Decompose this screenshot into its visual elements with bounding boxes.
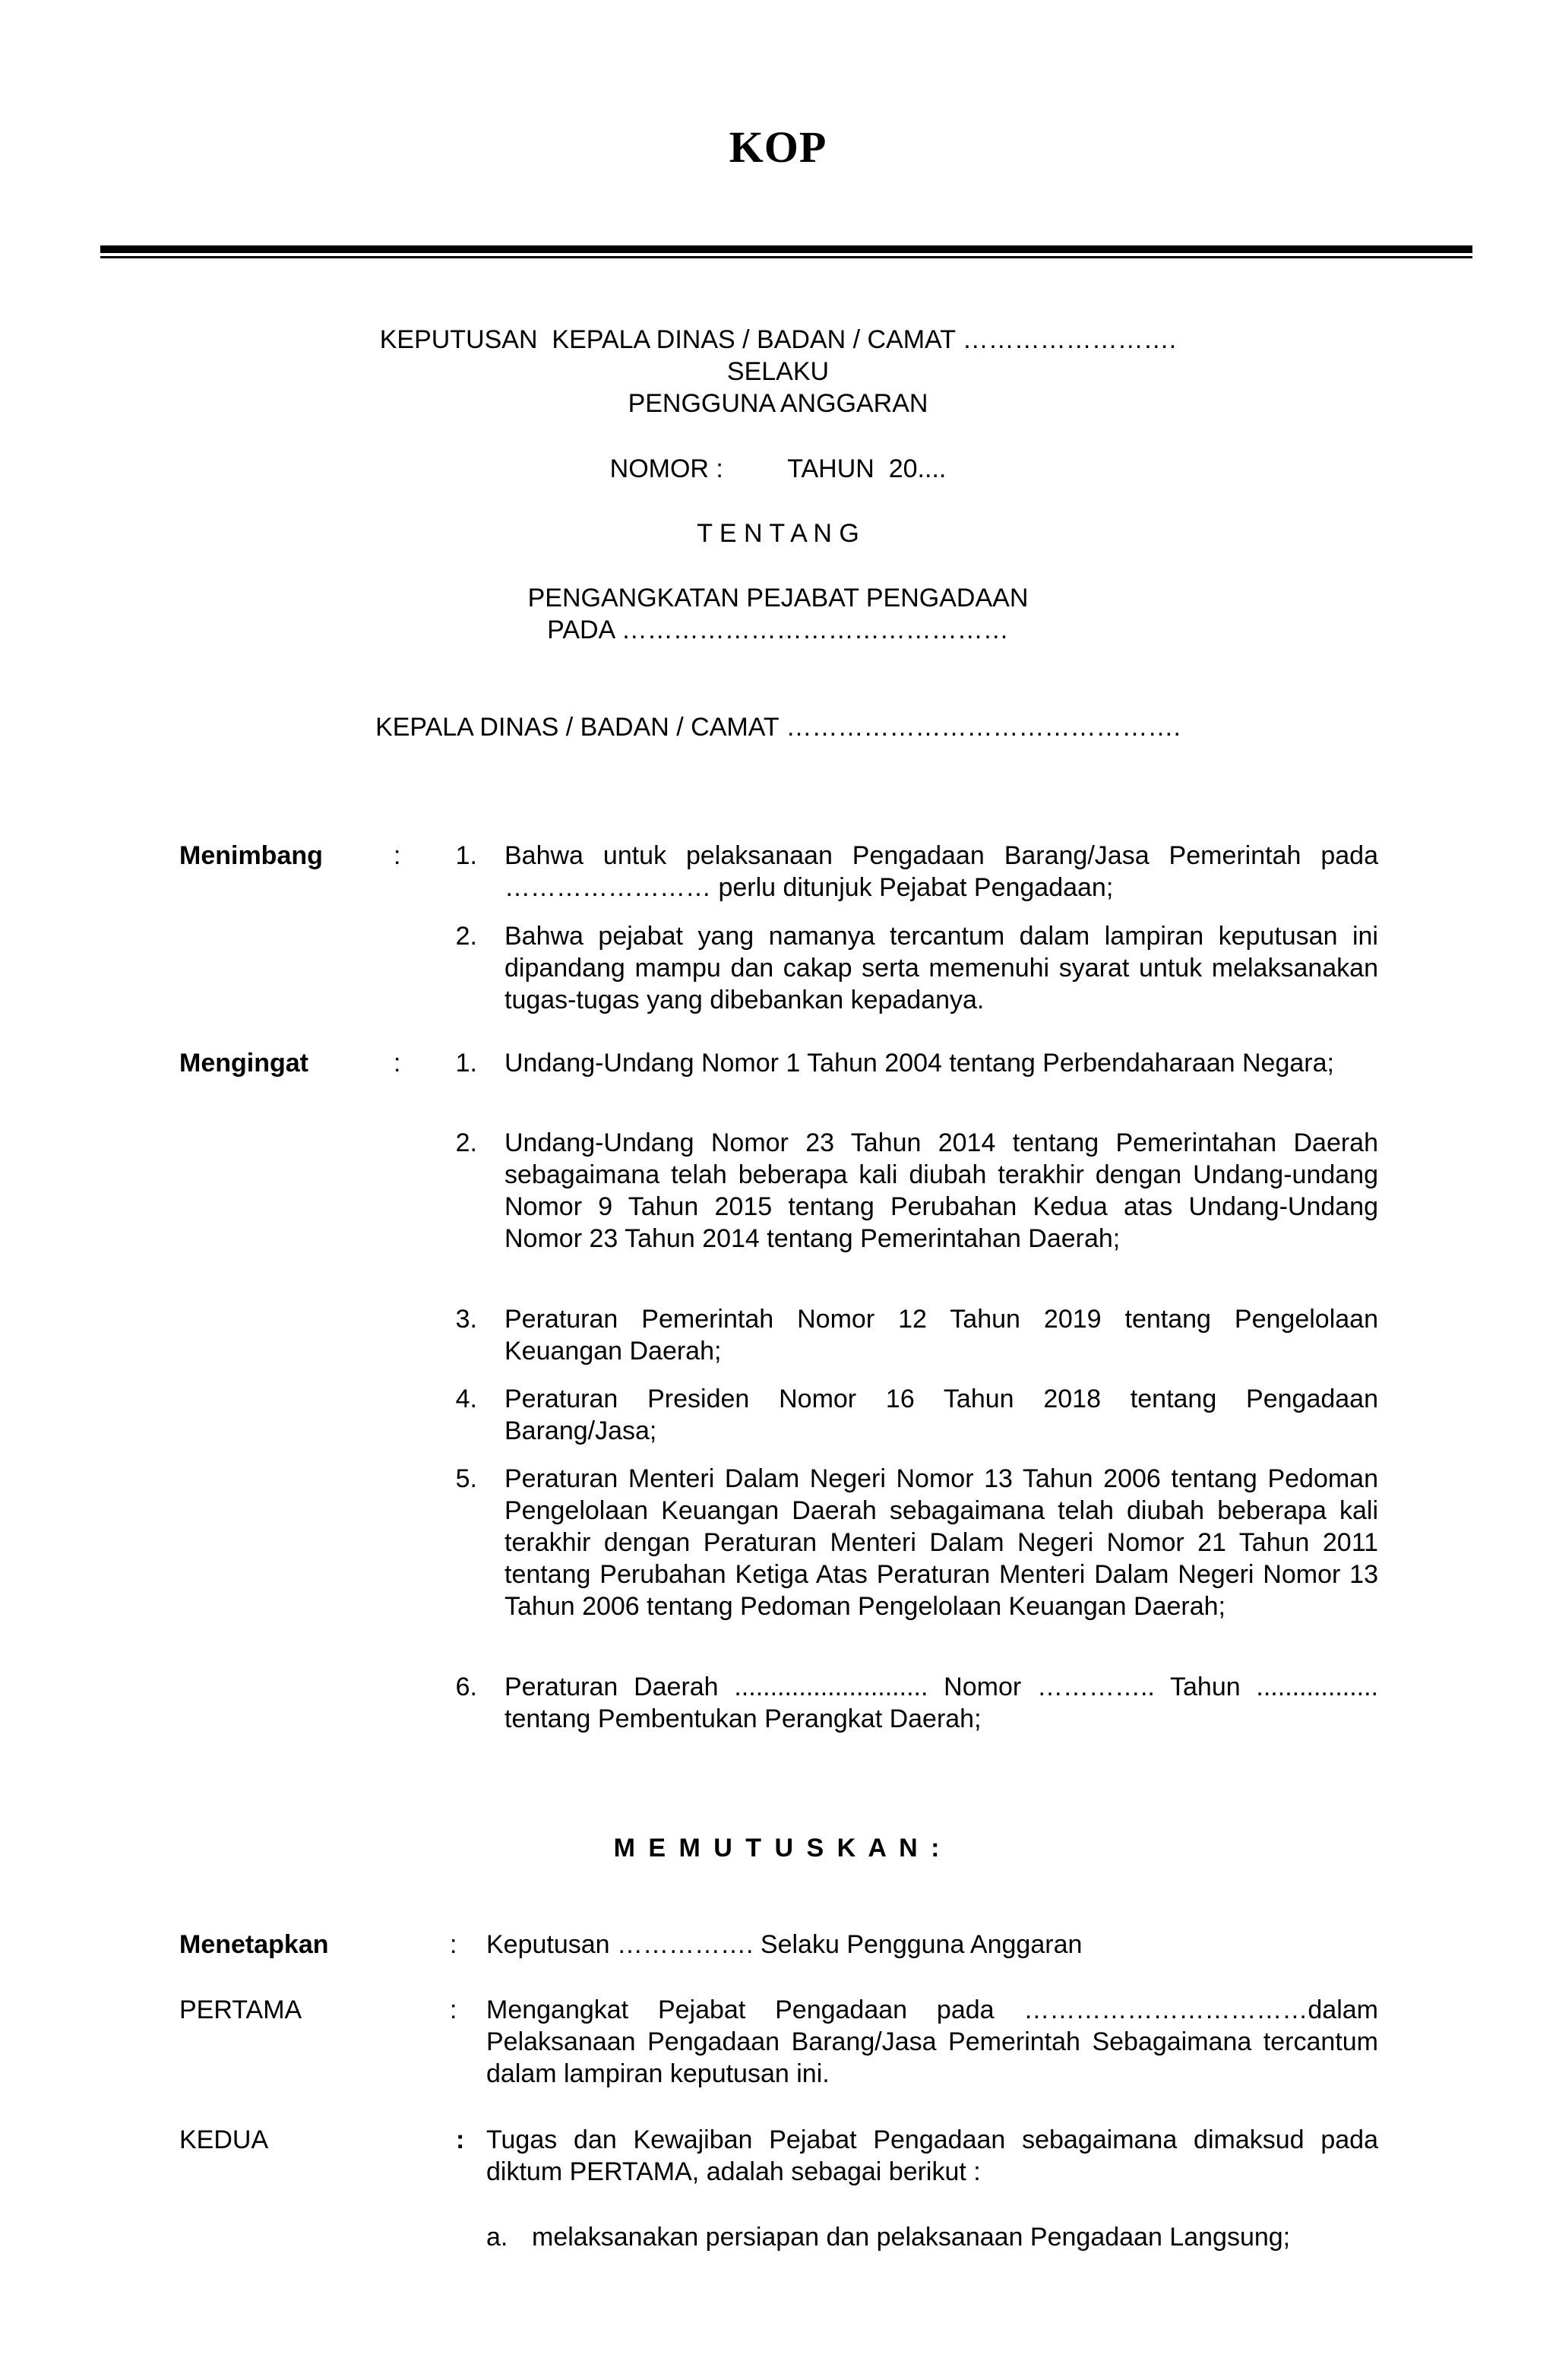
- kedua-sub-text: melaksanakan persiapan dan pelaksanaan Pengadaan Langsung;: [532, 2223, 1291, 2252]
- decision-subject: PENGANGKATAN PEJABAT PENGADAAN: [527, 584, 1029, 612]
- tentang-heading: T E N T A N G: [697, 519, 859, 548]
- mengingat-item-number: 1.: [455, 1049, 477, 1078]
- mengingat-item-text: Peraturan Menteri Dalam Negeri Nomor 13 Tahun 2006 tentang Pedoman Pengelolaan Keuangan Daerah sebagaimana telah diubah beberapa kali terakhir dengan Peraturan Menteri Dalam Negeri Nomor 21 Tahun 2011 tentang Perubahan Ketiga Atas Peraturan Menteri Dalam Negeri Nomor 13 Tahun 2006 tentang Pedoman Pengelolaan Keuangan Daerah;: [504, 1464, 1378, 1621]
- mengingat-item-text: Peraturan Daerah ........................... Nomor ………….. Tahun ................. tentang Pembentukan Perangkat Daerah;: [504, 1673, 1378, 1733]
- mengingat-item-text: Undang-Undang Nomor 1 Tahun 2004 tentang Perbendaharaan Negara;: [504, 1049, 1334, 1078]
- kedua-label: KEDUA: [179, 2125, 269, 2154]
- pertama-label: PERTAMA: [179, 1995, 302, 2024]
- mengingat-label: Mengingat: [179, 1049, 308, 1078]
- mengingat-item-text: Peraturan Presiden Nomor 16 Tahun 2018 tentang Pengadaan Barang/Jasa;: [504, 1385, 1378, 1445]
- menimbang-item-text: Bahwa untuk pelaksanaan Pengadaan Barang/Jasa Pemerintah pada …………………… perlu ditunjuk Pejabat Pengadaan;: [504, 841, 1378, 902]
- mengingat-item-number: 2.: [455, 1128, 477, 1157]
- mengingat-item-number: 4.: [455, 1385, 477, 1413]
- letterhead-kop: KOP: [729, 122, 827, 172]
- kedua-text: Tugas dan Kewajiban Pejabat Pengadaan sebagaimana dimaksud pada diktum PERTAMA, adalah sebagai berikut :: [486, 2125, 1378, 2186]
- menimbang-colon: :: [394, 841, 401, 870]
- decision-subject-location: PADA ………………………………………: [547, 616, 1009, 644]
- menetapkan-colon: :: [450, 1930, 457, 1959]
- letterhead-divider-thick: [100, 245, 1472, 253]
- mengingat-item-number: 3.: [455, 1305, 477, 1334]
- decision-title-selaku: SELAKU: [726, 357, 830, 386]
- menimbang-label: Menimbang: [179, 841, 323, 870]
- decision-title-role: PENGGUNA ANGGARAN: [628, 389, 928, 418]
- menetapkan-text: Keputusan ……………. Selaku Pengguna Anggaran: [486, 1930, 1083, 1959]
- pertama-colon: :: [450, 1995, 457, 2024]
- mengingat-item-text: Peraturan Pemerintah Nomor 12 Tahun 2019 tentang Pengelolaan Keuangan Daerah;: [504, 1305, 1378, 1366]
- menetapkan-label: Menetapkan: [179, 1930, 329, 1959]
- mengingat-colon: :: [394, 1049, 401, 1078]
- decision-title: KEPUTUSAN KEPALA DINAS / BADAN / CAMAT …………………….: [379, 325, 1177, 354]
- mengingat-item-number: 6.: [455, 1673, 477, 1701]
- pertama-text: Mengangkat Pejabat Pengadaan pada ……………………………dalam Pelaksanaan Pengadaan Barang/Jasa Pemerintah Sebagaimana tercantum dalam lampiran keputusan ini.: [486, 1995, 1378, 2088]
- menimbang-item-text: Bahwa pejabat yang namanya tercantum dalam lampiran keputusan ini dipandang mampu dan cakap serta memenuhi syarat untuk melaksanakan tugas-tugas yang dibebankan kepadanya.: [504, 922, 1378, 1014]
- issuing-official: KEPALA DINAS / BADAN / CAMAT ……………………………………….: [375, 713, 1181, 742]
- menimbang-item-number: 2.: [455, 922, 477, 951]
- decision-number: NOMOR : TAHUN 20....: [609, 454, 947, 483]
- mengingat-item-text: Undang-Undang Nomor 23 Tahun 2014 tentang Pemerintahan Daerah sebagaimana telah beberapa kali diubah terakhir dengan Undang-undang Nomor 9 Tahun 2015 tentang Perubahan Kedua atas Undang-Undang Nomor 23 Tahun 2014 tentang Pemerintahan Daerah;: [504, 1128, 1378, 1253]
- kedua-colon: :: [456, 2125, 465, 2154]
- mengingat-item-number: 5.: [455, 1464, 477, 1493]
- menimbang-item-number: 1.: [455, 841, 477, 870]
- memutuskan-heading: M E M U T U S K A N :: [613, 1834, 943, 1863]
- kedua-sub-letter: a.: [486, 2223, 508, 2252]
- letterhead-divider-thin: [100, 256, 1472, 258]
